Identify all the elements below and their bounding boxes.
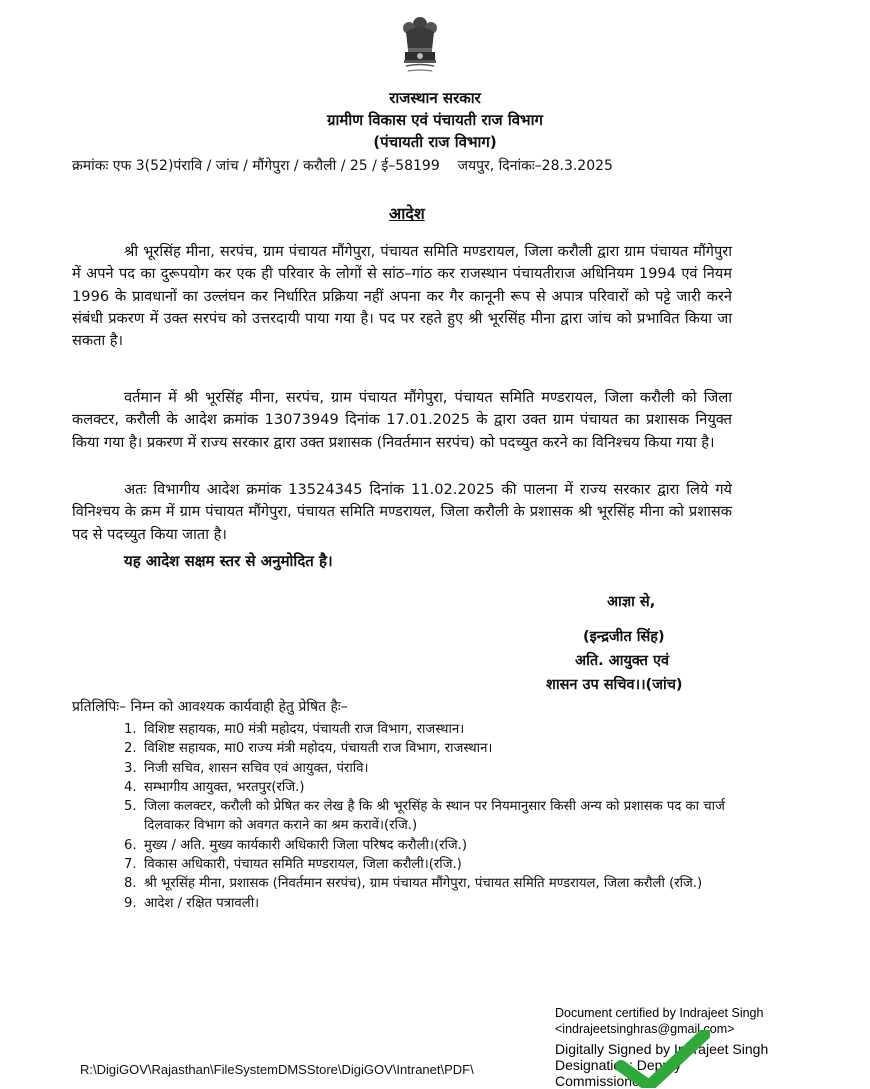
list-item: 1. विशिष्ट सहायक, मा0 मंत्री महोदय, पंचायती राज विभाग, राजस्थान। [124, 722, 465, 737]
government-name: राजस्थान सरकार [389, 89, 481, 107]
signer-designation: Designation: Deputy [555, 1057, 682, 1073]
signer-commissioner: Commissioner [555, 1073, 645, 1089]
file-path: R:\DigiGOV\Rajasthan\FileSystemDMSStore\DigiGOV\Intranet\PDF\ [80, 1062, 474, 1077]
list-item: 6. मुख्य / अति. मुख्य कार्यकारी अधिकारी जिला परिषद करौली।(रजि.) [124, 837, 468, 853]
list-item: 3. निजी सचिव, शासन सचिव एवं आयुक्त, पंरावि। [124, 760, 369, 776]
approval-line: यह आदेश सक्षम स्तर से अनुमोदित है। [124, 552, 333, 570]
copy-to-intro: प्रतिलिपिः– निम्न को आवश्यक कार्यवाही हेतु प्रेषित हैः– [72, 699, 348, 715]
list-item: 5. जिला कलक्टर, करौली को प्रेषित कर लेख है कि श्री भूरसिंह के स्थान पर नियमानुसार किसी अन्य को प्रशासक पद का चार्ज दिलवाकर विभाग को अवगत कराने का श्रम करावें।(रजि.) [124, 799, 725, 834]
signatory-name: (इन्द्रजीत सिंह) [583, 629, 665, 645]
list-item: 8. श्री भूरसिंह मीना, प्रशासक (निवर्तमान सरपंच), ग्राम पंचायत मौंगेपुरा, पंचायत समिति मण्डरायल, जिला करौली (रजि.) [124, 876, 703, 892]
list-item: 9. आदेश / रक्षित पत्रावली। [124, 895, 260, 911]
place-date: जयपुर, दिनांकः–28.3.2025 [457, 158, 613, 174]
green-check-icon [615, 1030, 710, 1088]
certified-by-text: Document certified by Indrajeet Singh [555, 1006, 764, 1020]
signatory-designation-2: शासन उप सचिव।।(जांच) [546, 677, 683, 693]
signatory-designation-1: अति. आयुक्त एवं [575, 653, 670, 669]
order-paragraph-3: अतः विभागीय आदेश क्रमांक 13524345 दिनांक 11.02.2025 की पालना में राज्य सरकार द्वारा लिये गये विनिश्चय के क्रम में ग्राम पंचायत मौंगेपुरा, पंचायत समिति मण्डरायल, जिला करौली के प्रशासक श्री भूरसिंह मीना को प्रशासक पद से पदच्युत किया जाता है। [72, 481, 732, 543]
list-item: 7. विकास अधिकारी, पंचायत समिति मण्डरायल, जिला करौली।(रजि.) [124, 857, 462, 873]
reference-line [72, 156, 613, 175]
order-paragraph-2: वर्तमान में श्री भूरसिंह मीना, सरपंच, ग्राम पंचायत मौंगेपुरा, पंचायत समिति मण्डरायल, जिला करौली को जिला कलक्टर, करौली के आदेश क्रमांक 13073949 दिनांक 17.01.2025 के द्वारा उक्त ग्राम पंचायत का प्रशासक नियुक्त किया गया है। प्रकरण में राज्य सरकार द्वारा उक्त प्रशासक (निवर्तमान सरपंच) को पदच्युत करने का विनिश्चय किया गया है। [72, 389, 732, 451]
department-name: ग्रामीण विकास एवं पंचायती राज विभाग [327, 111, 543, 129]
signer-email: <indrajeetsinghras@gmail.com> [555, 1022, 735, 1036]
sub-department-name: (पंचायती राज विभाग) [373, 133, 497, 151]
order-title: आदेश [389, 204, 425, 223]
national-emblem-icon [396, 14, 444, 80]
copy-to-list [124, 720, 749, 913]
list-item: 2. विशिष्ट सहायक, मा0 राज्य मंत्री महोदय, पंचायती राज विभाग, राजस्थान। [124, 741, 493, 757]
reference-number: क्रमांकः एफ 3(52)पंरावि / जांच / मौंगेपुरा / करौली / 25 / ई–58199 [72, 158, 440, 174]
list-item: 4. सम्भागीय आयुक्त, भरतपुर(रजि.) [124, 779, 305, 795]
by-order-text: आज्ञा से, [607, 594, 656, 610]
signed-by-text: Digitally Signed by Indrajeet Singh [555, 1041, 769, 1057]
order-paragraph-1: श्री भूरसिंह मीना, सरपंच, ग्राम पंचायत मौंगेपुरा, पंचायत समिति मण्डरायल, जिला करौली द्वारा ग्राम पंचायत मौंगेपुरा में अपने पद का दुरूपयोग कर एक ही परिवार के लोगों से सांठ–गांठ कर राजस्थान पंचायतीराज अधिनियम 1994 एवं नियम 1996 के प्रावधानों का उल्लंघन कर निर्धारित प्रक्रिया नहीं अपना कर गैर कानूनी रूप से अपात्र परिवारों को पट्टे जारी करने संबंधी प्रकरण में उक्त सरपंच को उत्तरदायी पाया गया है। पद पर रहते हुए श्री भूरसिंह मीना द्वारा जांच को प्रभावित किया जा सकता है। [72, 243, 732, 350]
